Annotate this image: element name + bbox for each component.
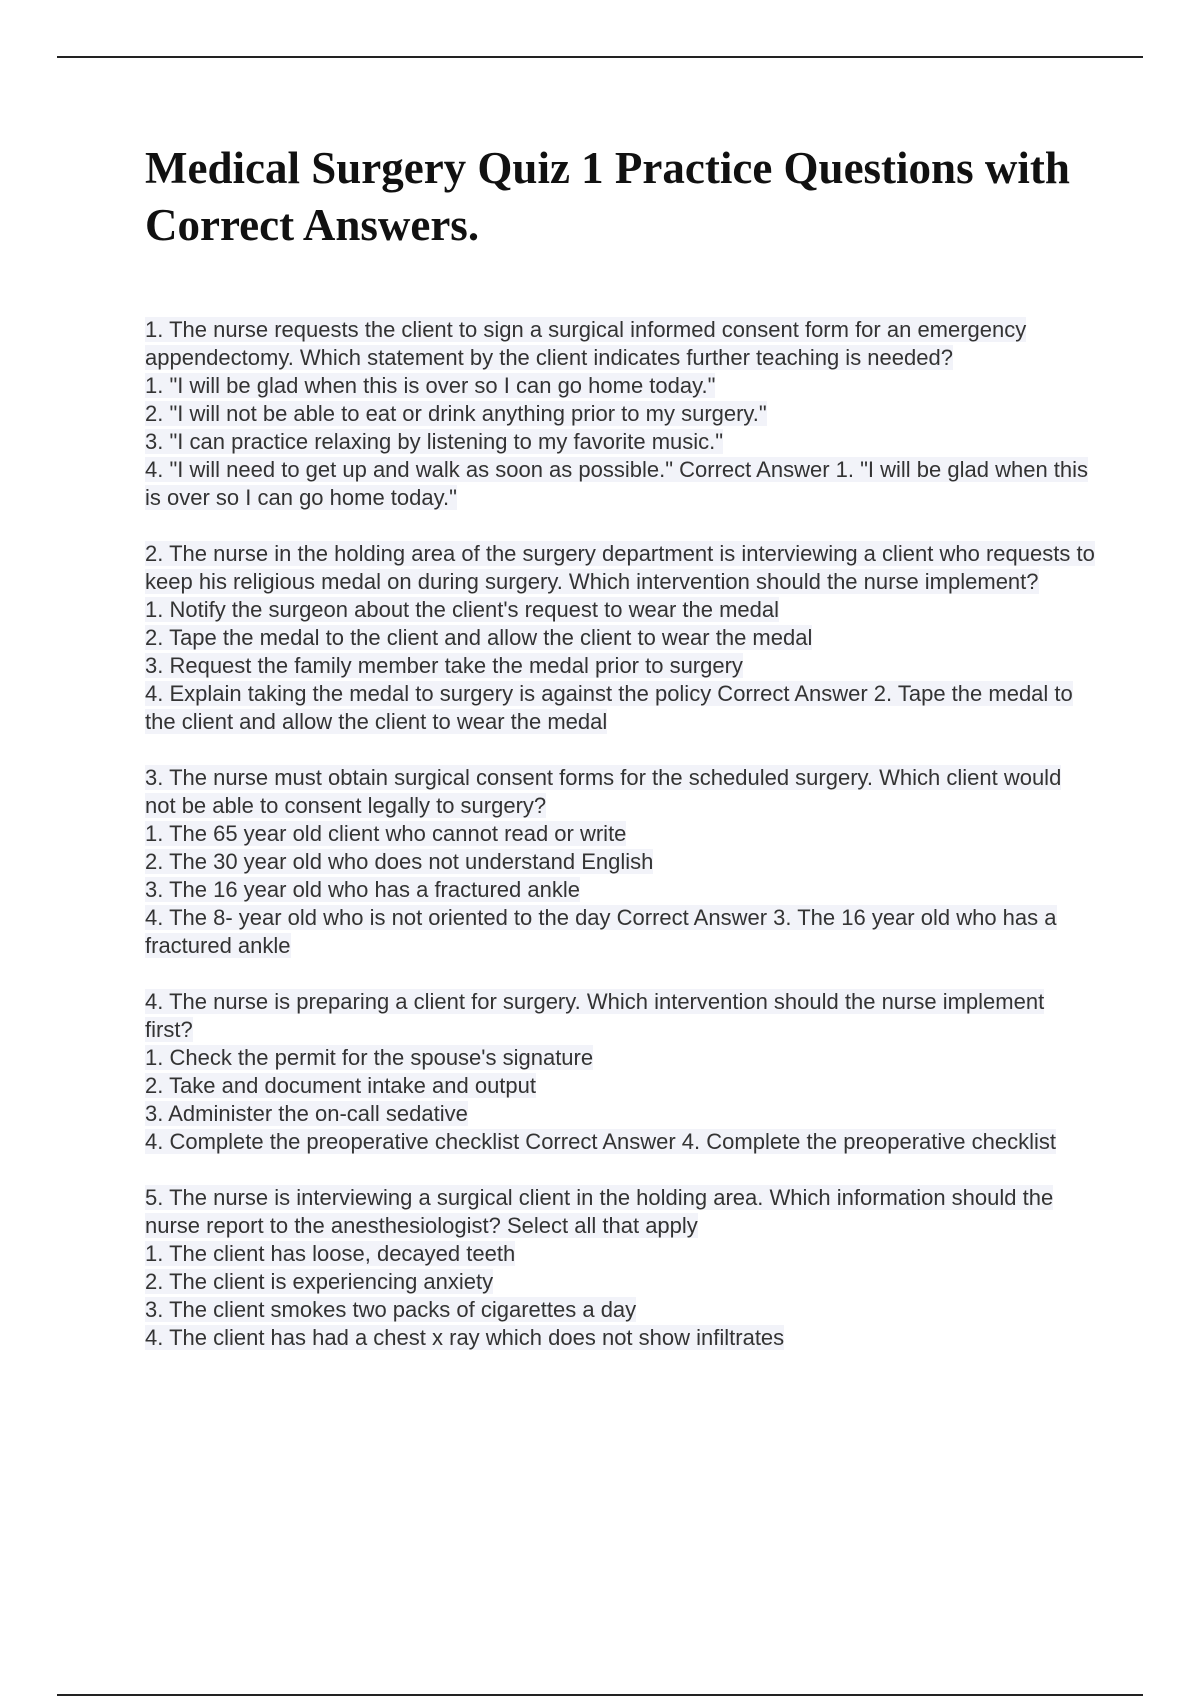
- answer-option: 1. "I will be glad when this is over so I can go home today.": [145, 373, 716, 398]
- top-rule: [57, 56, 1143, 58]
- question-block: [145, 1184, 1095, 1352]
- answer-option: 2. The client is experiencing anxiety: [145, 1269, 494, 1294]
- answer-option: 3. "I can practice relaxing by listening to my favorite music.": [145, 429, 724, 454]
- question-block: [145, 764, 1095, 960]
- question-block: [145, 316, 1095, 512]
- question-block: [145, 540, 1095, 736]
- document-body: [145, 140, 1095, 1380]
- answer-option-with-correct-answer: 4. Explain taking the medal to surgery is against the policy Correct Answer 2. Tape the medal to the client and allow the client to wear the medal: [145, 681, 1073, 734]
- question-text: 3. The nurse must obtain surgical consent forms for the scheduled surgery. Which client would not be able to consent legally to surgery?: [145, 765, 1062, 818]
- answer-option: 1. The 65 year old client who cannot read or write: [145, 821, 627, 846]
- answer-option: 2. Tape the medal to the client and allow the client to wear the medal: [145, 625, 813, 650]
- question-text: 4. The nurse is preparing a client for surgery. Which intervention should the nurse implement first?: [145, 989, 1045, 1042]
- answer-option-with-correct-answer: 4. Complete the preoperative checklist Correct Answer 4. Complete the preoperative checklist: [145, 1129, 1056, 1154]
- question-text: 1. The nurse requests the client to sign a surgical informed consent form for an emergency appendectomy. Which statement by the client indicates further teaching is needed?: [145, 317, 1027, 370]
- question-text: 2. The nurse in the holding area of the surgery department is interviewing a client who requests to keep his religious medal on during surgery. Which intervention should the nurse implement?: [145, 541, 1095, 594]
- answer-option: 1. Check the permit for the spouse's signature: [145, 1045, 594, 1070]
- answer-option: 2. The 30 year old who does not understand English: [145, 849, 654, 874]
- answer-option: 1. The client has loose, decayed teeth: [145, 1241, 516, 1266]
- answer-option: 2. Take and document intake and output: [145, 1073, 536, 1098]
- bottom-rule: [57, 1694, 1143, 1696]
- answer-option-with-correct-answer: 4. The 8- year old who is not oriented to the day Correct Answer 3. The 16 year old who has a fractured ankle: [145, 905, 1057, 958]
- question-text: 5. The nurse is interviewing a surgical client in the holding area. Which information should the nurse report to the anesthesiologist? Select all that apply: [145, 1185, 1054, 1238]
- answer-option: 4. The client has had a chest x ray which does not show infiltrates: [145, 1325, 785, 1350]
- answer-option: 2. "I will not be able to eat or drink anything prior to my surgery.": [145, 401, 767, 426]
- answer-option: 3. The 16 year old who has a fractured ankle: [145, 877, 580, 902]
- answer-option: 3. The client smokes two packs of cigarettes a day: [145, 1297, 637, 1322]
- document-title: Medical Surgery Quiz 1 Practice Questions with Correct Answers.: [145, 143, 1070, 250]
- answer-option: 3. Administer the on-call sedative: [145, 1101, 468, 1126]
- answer-option: 1. Notify the surgeon about the client's request to wear the medal: [145, 597, 780, 622]
- question-block: [145, 988, 1095, 1156]
- answer-option-with-correct-answer: 4. "I will need to get up and walk as soon as possible." Correct Answer 1. "I will be glad when this is over so I can go home today.": [145, 457, 1089, 510]
- answer-option: 3. Request the family member take the medal prior to surgery: [145, 653, 743, 678]
